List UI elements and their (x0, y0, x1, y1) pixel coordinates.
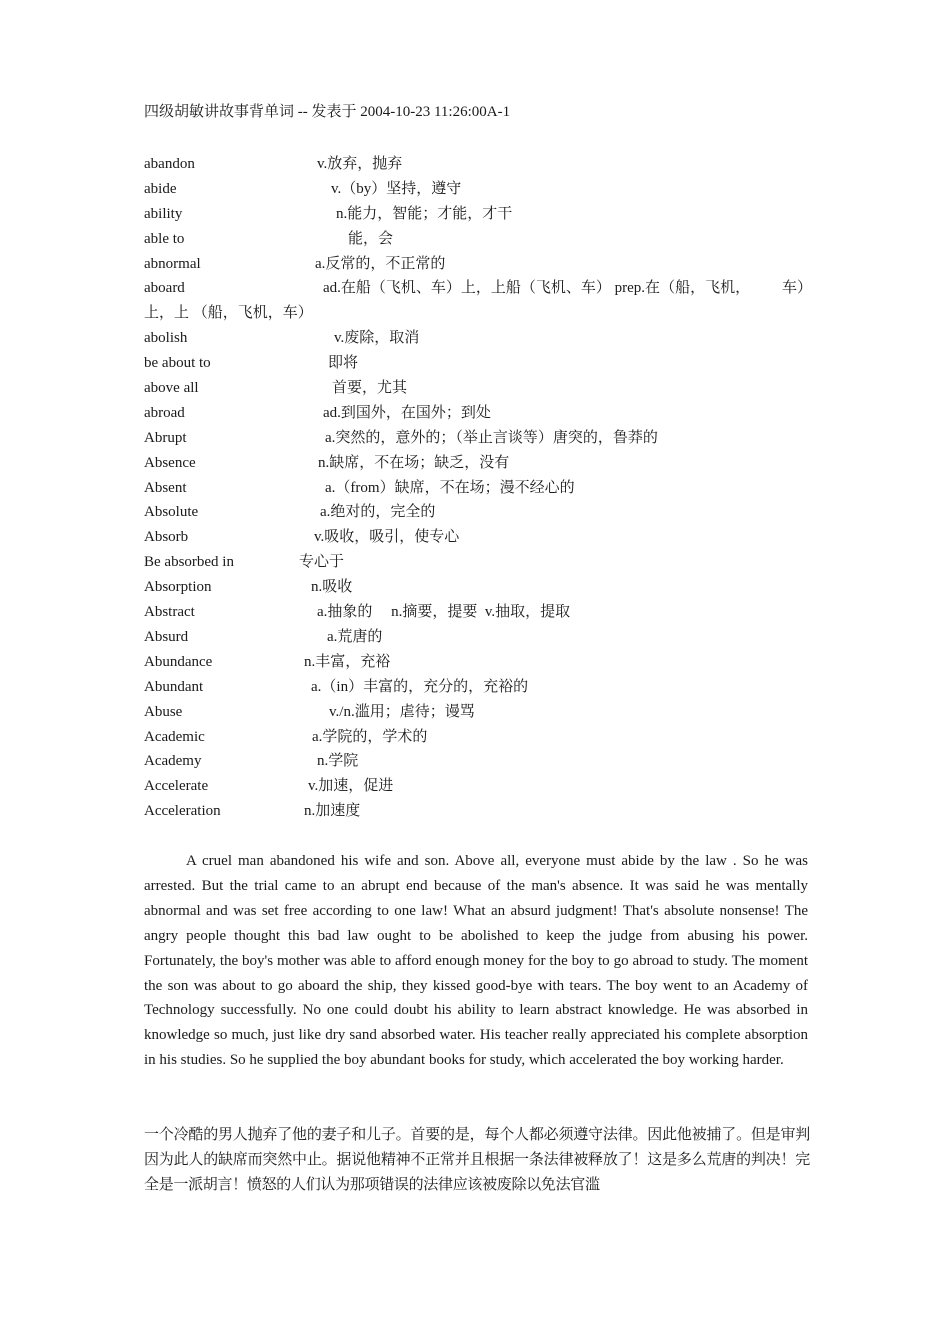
vocab-row (144, 725, 816, 750)
vocab-definition: 首要，尤其 (332, 380, 408, 397)
vocab-word: Academy (144, 753, 202, 770)
vocab-row (144, 351, 816, 376)
vocab-definition: n.吸收 (311, 579, 353, 596)
vocab-row (144, 401, 816, 426)
vocab-word: Abundance (144, 653, 213, 670)
vocab-row (144, 700, 816, 725)
vocab-definition: n.学院 (317, 753, 359, 770)
vocab-row (144, 202, 816, 227)
vocab-word: abide (144, 180, 177, 197)
vocab-definition: a.（from）缺席，不在场；漫不经心的 (325, 479, 575, 496)
vocab-definition: ad.到国外，在国外；到处 (323, 404, 491, 421)
vocab-word: Abundant (144, 678, 204, 695)
vocab-definition: n.缺席，不在场；缺乏，没有 (318, 454, 510, 471)
vocab-row (144, 550, 816, 575)
vocab-word: Academic (144, 728, 205, 745)
vocab-word: Abstract (144, 604, 195, 621)
vocabulary-list (144, 152, 816, 824)
vocab-row (144, 749, 816, 774)
vocab-definition: a.抽象的 n.摘要，提要 v.抽取，提取 (317, 604, 571, 621)
vocab-row (144, 799, 816, 824)
vocab-definition: ad.在船（飞机、车）上，上船（飞机、车） prep.在（船，飞机， (323, 280, 751, 297)
vocab-definition: n.能力，智能；才能，才干 (336, 205, 513, 222)
vocab-row (144, 500, 816, 525)
vocab-word: Absurd (144, 628, 189, 645)
vocab-definition: a.荒唐的 (327, 628, 383, 645)
vocab-word: abolish (144, 330, 188, 347)
vocab-word: Absent (144, 479, 187, 496)
vocab-row (144, 774, 816, 799)
vocab-word: Absorb (144, 529, 189, 546)
vocab-definition: v.放弃，抛弃 (317, 156, 403, 172)
vocab-row (144, 152, 816, 177)
vocab-row (144, 625, 816, 650)
vocab-row (144, 227, 816, 252)
vocab-definition: v.废除，取消 (334, 330, 420, 347)
vocab-word: aboard (144, 280, 185, 297)
vocab-definition: v.（by）坚持，遵守 (331, 180, 462, 197)
vocab-row (144, 650, 816, 675)
vocab-definition: v.吸收，吸引，使专心 (314, 529, 460, 546)
vocab-definition-continued: 上，上 （船，飞机，车） (144, 305, 313, 322)
vocab-word: above all (144, 380, 199, 397)
vocab-definition: 专心于 (299, 554, 345, 571)
vocab-definition: a.突然的，意外的；（举止言谈等）唐突的，鲁莽的 (325, 429, 658, 446)
vocab-word: ability (144, 205, 183, 222)
vocab-word: Be absorbed in (144, 554, 234, 571)
vocab-word: abandon (144, 156, 195, 172)
vocab-word: Abuse (144, 703, 183, 720)
vocab-row (144, 426, 816, 451)
document-title: 四级胡敏讲故事背单词 -- 发表于 2004-10-23 11:26:00A-1 (144, 104, 511, 120)
vocab-row (144, 575, 816, 600)
vocab-word: abroad (144, 404, 185, 421)
vocab-definition: n.丰富，充裕 (304, 653, 391, 670)
vocab-word: abnormal (144, 255, 201, 272)
vocab-row (144, 525, 816, 550)
vocab-definition: a.绝对的，完全的 (320, 504, 436, 521)
vocab-row (144, 177, 816, 202)
story-chinese: 一个冷酷的男人抛弃了他的妻子和儿子。首要的是，每个人都必须遵守法律。因此他被捕了。但是审判因为此人的缺席而突然中止。据说他精神不正常并且根据一条法律被释放了！这是多么荒唐的判决！完全是一派胡言！愤怒的人们认为那项错误的法律应该被废除以免法官滥 (144, 1125, 810, 1193)
story-english: A cruel man abandoned his wife and son. Above all, everyone must abide by the law . So he was arrested. But the trial came to an abrupt end because of the man's absence. It was said he was mentally abnormal and was set free according to one law! What an absurd judgment! That's absolute nonsense! The angry people thought this bad law ought to be abolished to keep the judge from abusing his power. Fortunately, the boy's mother was able to afford enough money for the boy to go abroad to study. The moment the son was about to go aboard the ship, they kissed good-bye with tears. The boy went to an Academy of Technology successfully. No one could doubt his ability to learn abstract knowledge. He was absorbed in knowledge so much, just like dry sand absorbed water. His teacher really appreciated his complete absorption in his studies. So he supplied the boy abundant books for study, which accelerated the boy working harder. (144, 853, 808, 1069)
vocab-row (144, 276, 816, 326)
vocab-word: able to (144, 230, 185, 247)
vocab-word: Accelerate (144, 778, 209, 795)
vocab-definition: a.反常的，不正常的 (315, 255, 446, 272)
vocab-word: Absence (144, 454, 196, 471)
vocab-definition: 即将 (328, 355, 359, 372)
vocab-word: Acceleration (144, 803, 221, 820)
vocab-row (144, 451, 816, 476)
vocab-definition: a.（in）丰富的，充分的，充裕的 (311, 678, 529, 695)
vocab-row (144, 252, 816, 277)
vocab-definition: 能，会 (348, 230, 394, 247)
vocab-word: Absorption (144, 579, 212, 596)
vocab-row (144, 326, 816, 351)
vocab-row (144, 675, 816, 700)
vocab-word: be about to (144, 355, 211, 372)
vocab-word: Absolute (144, 504, 199, 521)
vocab-definition-tail: 车） (782, 280, 813, 297)
vocab-row (144, 376, 816, 401)
vocab-word: Abrupt (144, 429, 187, 446)
vocab-definition: n.加速度 (304, 803, 361, 820)
vocab-definition: v.加速，促进 (308, 778, 394, 795)
vocab-row (144, 600, 816, 625)
vocab-row (144, 476, 816, 501)
vocab-definition: v./n.滥用；虐待；谩骂 (329, 703, 475, 720)
vocab-definition: a.学院的，学术的 (312, 728, 428, 745)
